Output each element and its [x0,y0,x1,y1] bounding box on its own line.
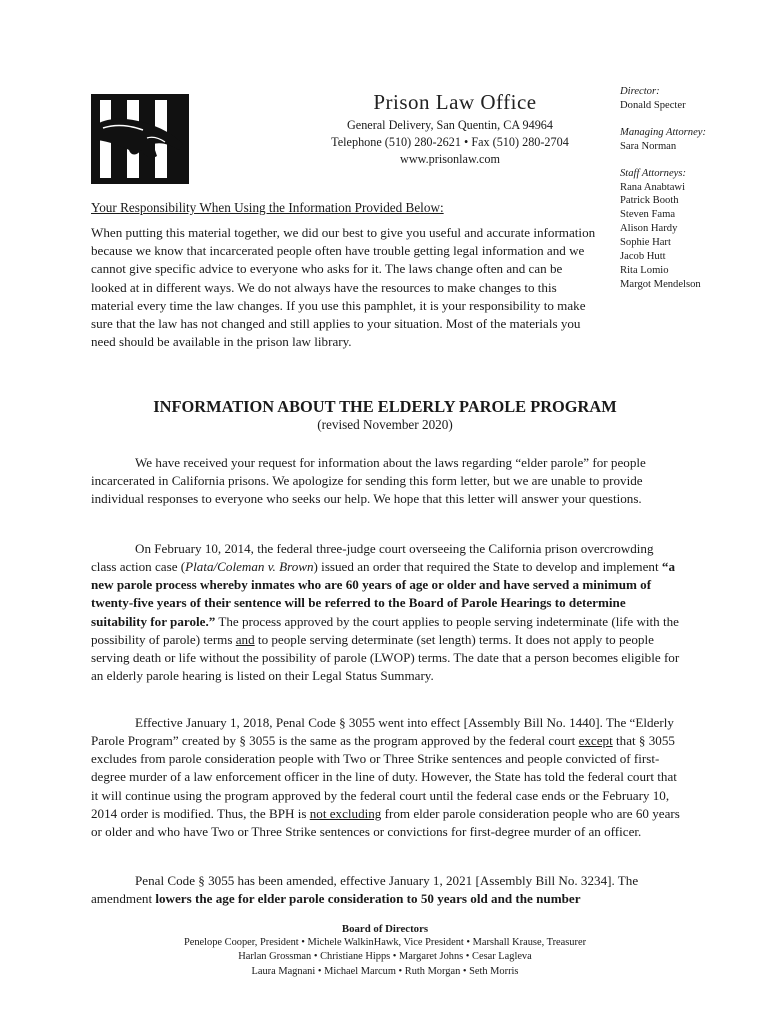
board-line: Harlan Grossman • Christiane Hipps • Margaret Johns • Cesar Lagleva [238,951,532,963]
managing-attorney-name: Sara Norman [620,140,677,152]
paragraph-2: On February 10, 2014, the federal three-judge court overseeing the California prison overcrowding class action case (Plata/Coleman v. Brown) issued an order that required the State to develop and implement “a new parole process whereby inmates who are 60 years of age or older and have served a minimum of twenty-five years of their sentence will be referred to the Board of Parole Hearings to determine suitability for parole.” The process approved by the court applies to people serving indeterminate (life with the possibility of parole) terms and to people serving determinate (set length) terms. It does not apply to people serving death or life without the possibility of parole (LWOP) terms. The date that a person becomes eligible for an elderly parole hearing is listed on their Legal Status Summary. [91,541,680,684]
staff-attorney: Sophie Hart [620,237,671,249]
staff-attorney: Rita Lomio [620,264,669,276]
office-phone-fax: Telephone (510) 280-2621 • Fax (510) 280-2704 [331,135,569,149]
document-subtitle: (revised November 2020) [317,417,453,432]
staff-attorney: Patrick Booth [620,195,679,207]
office-website: www.prisonlaw.com [400,152,500,166]
prison-law-office-logo [91,94,189,184]
staff-list [620,85,760,292]
board-heading: Board of Directors [341,923,429,935]
paragraph-3: Effective January 1, 2018, Penal Code § 3055 went into effect [Assembly Bill No. 1440]. The “Elderly Parole Program” created by § 3055 is the same as the program approved by the federal court except that § 3055 excludes from parole consideration people with Two or Three Strike sentences and people convicted of first-degree murder of a law enforcement officer in the line of duty. However, the State has told the federal court that it will continue using the program approved by the federal court until the federal case ends or the February 10, 2014 order is modified. Thus, the BPH is not excluding from elder parole consideration people who are 60 years or older and who have Two or Three Strike sentences or convictions for first-degree murder of an officer. [91,715,680,839]
office-address: General Delivery, San Quentin, CA 94964 [346,118,553,132]
responsibility-text: When putting this material together, we did our best to give you useful and accurate information because we know that incarcerated people often have trouble getting legal information and we cannot give specific advice to everyone who asks for it. The laws change often and can be looked at in different ways. We do not always have the resources to make changes to this material every time the law changes. If you use this pamphlet, it is your responsibility to make sure that the law has not changed and still applies to your situation. Most of the materials you need should be available in the prison law library. [91,225,596,350]
staff-attorney: Jacob Hutt [620,251,666,263]
board-line: Penelope Cooper, President • Michele WalkinHawk, Vice President • Marshall Krause, Treasurer [183,937,587,949]
paragraph-1: We have received your request for information about the laws regarding “elder parole” for people incarcerated in California prisons. We apologize for sending this form letter, but we are unable to provide individual responses to everyone who seeks our help. We hope that this letter will answer your questions. [91,455,646,507]
board-line: Laura Magnani • Michael Marcum • Ruth Morgan • Seth Morris [251,965,519,977]
staff-attorneys-label: Staff Attorneys: [620,167,687,179]
staff-attorney: Rana Anabtawi [620,181,686,193]
paragraph-4: Penal Code § 3055 has been amended, effective January 1, 2021 [Assembly Bill No. 3234]. The amendment lowers the age for elder parole consideration to 50 years old and the number [91,873,639,907]
managing-attorney-label: Managing Attorney: [620,126,707,138]
director-label: Director: [620,86,660,97]
director-name: Donald Specter [620,99,686,111]
responsibility-heading: Your Responsibility When Using the Information Provided Below: [91,200,444,215]
office-name: Prison Law Office [373,90,537,114]
board-of-directors [0,922,770,979]
staff-attorney: Steven Fama [620,209,676,221]
case-name: Plata/Coleman v. Brown [185,559,314,575]
document-title: INFORMATION ABOUT THE ELDERLY PAROLE PROGRAM [153,397,617,416]
staff-attorney: Margot Mendelson [620,278,701,290]
staff-attorney: Alison Hardy [620,223,678,235]
court-order-quote: “a new parole process whereby inmates who are 60 years of age or older and have served a minimum of twenty-five years of their sentence will be referred to the Board of Parole Hearings to determine suitability for parole.” [91,559,675,629]
